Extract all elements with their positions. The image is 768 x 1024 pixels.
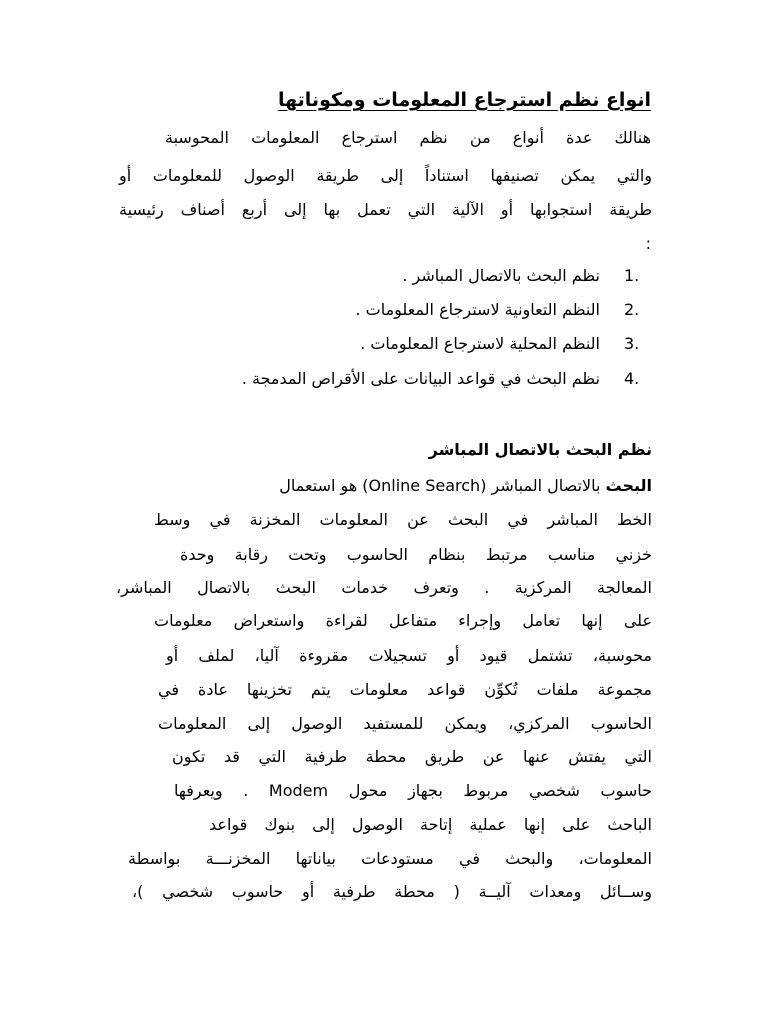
intro-line-2: والتي يمكن تصنيفها استناداً إلى طريقة الوصول للمعلومات أو [119,166,652,185]
section-heading: نظم البحث بالاتصال المباشر [428,440,652,459]
intro-line-3: طريقة استجوابها أو الآلية التي تعمل بها إلى أربع أصناف رئيسية [119,200,652,219]
document-title: انواع نظم استرجاع المعلومات ومكوناتها [277,89,651,111]
section-line-10: حاسوب شخصي مربوط بجهاز محول Modem . ويعرفها [174,781,652,800]
list-item-text: نظم البحث بالاتصال المباشر . [402,266,600,285]
section-line-13: وســائل ومعدات آليــة ( محطة طرفية أو حاسوب شخصي )، [132,882,652,901]
intro-line-1: هنالك عدة أنواع من نظم استرجاع المعلومات المحوسبة [165,128,651,147]
list-item-number: 2. [624,300,640,319]
list-item-text: نظم البحث في قواعد البيانات على الأقراص المدمجة . [241,369,600,388]
section-line-5: على إنها تعامل وإجراء متفاعل لقراءة واستعراض معلومات [154,611,652,630]
section-line-12: المعلومات، والبحث في مستودعات بياناتها المخزنـــة بواسطة [128,849,652,868]
section-line-2: الخط المباشر في البحث عن المعلومات المخزنة في وسط [154,510,652,529]
section-line-6: محوسبة، تشتمل قيود أو تسجيلات مقروءة آليا، لملف أو [166,646,652,665]
section-first-word: البحث [605,476,652,495]
section-line-7: مجموعة ملفات تُكوِّن قواعد معلومات يتم تخزينها عادة في [158,680,652,699]
section-line-4: المعالجة المركزية . وتعرف خدمات البحث بالاتصال المباشر، [116,578,652,597]
section-line-9: التي يفتش عنها عن طريق محطة طرفية التي قد تكون [172,747,652,766]
section-line-3: خزني مناسب مرتبط بنظام الحاسوب وتحت رقابة وحدة [180,545,652,564]
list-item-number: 1. [624,266,640,285]
section-line-8: الحاسوب المركزي، ويمكن للمستفيد الوصول إلى المعلومات [158,714,652,733]
section-line-1-text: بالاتصال المباشر (Online Search) هو استعمال [279,476,601,495]
list-item-number: 4. [624,369,640,388]
section-line-1 [122,476,652,496]
list-item-number: 3. [624,334,640,353]
list-item-text: النظم التعاونية لاسترجاع المعلومات . [355,300,600,319]
section-line-11: الباحث على إنها عملية إتاحة الوصول إلى بنوك قواعد [209,815,652,834]
list-item-text: النظم المحلية لاسترجاع المعلومات . [360,334,600,353]
intro-line-4: : [645,234,651,253]
